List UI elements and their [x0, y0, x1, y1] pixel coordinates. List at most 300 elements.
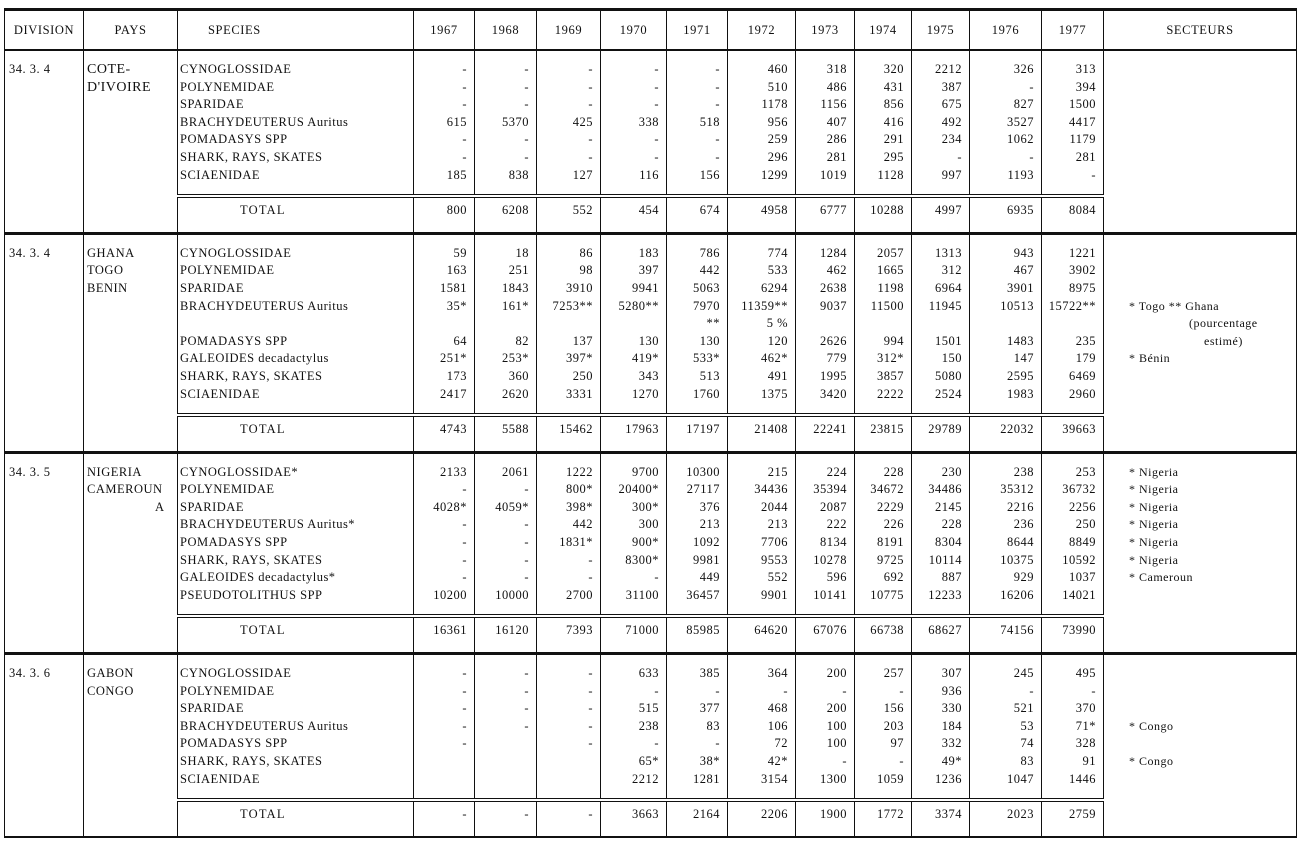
secteurs-cell — [1104, 50, 1297, 233]
catch-value: - — [462, 666, 467, 681]
spacer-cell — [178, 184, 414, 196]
catch-value: 2638 — [820, 280, 847, 295]
catch-value: 377 — [699, 701, 720, 716]
catch-value: 3857 — [877, 368, 904, 383]
catch-value: 2620 — [502, 386, 529, 401]
catch-value: 1270 — [632, 386, 659, 401]
section-data-row — [5, 233, 1297, 403]
catch-value: 6469 — [1069, 368, 1096, 383]
species-cell — [178, 452, 414, 604]
catch-value: 491 — [767, 368, 788, 383]
total-value: 7393 — [566, 623, 593, 638]
year-values-cell — [796, 654, 855, 789]
spacer-row — [5, 788, 1297, 800]
spacer-cell — [855, 403, 912, 415]
catch-value: 49* — [941, 754, 962, 768]
total-value-cell — [855, 616, 912, 653]
year-values-cell — [855, 50, 912, 184]
catch-value: 936 — [941, 683, 962, 698]
total-value: 71000 — [625, 623, 659, 638]
catch-value: 1178 — [761, 97, 788, 112]
catch-value: 943 — [1013, 245, 1034, 260]
catch-value: 97 — [890, 736, 904, 751]
catch-value: 615 — [446, 114, 467, 129]
catch-value: 71* — [1075, 718, 1096, 733]
catch-value: 14021 — [1062, 587, 1096, 602]
year-values-cell — [414, 50, 475, 184]
catch-value: 3902 — [1069, 263, 1096, 278]
catch-value: 20400* — [618, 482, 659, 497]
catch-value: 236 — [1013, 517, 1034, 532]
catch-value: - — [524, 482, 529, 497]
secteur-note: * Nigeria — [1129, 535, 1179, 550]
total-value-cell — [796, 800, 855, 837]
total-value: 2164 — [693, 807, 720, 822]
total-value-cell — [475, 196, 537, 233]
total-value-cell — [667, 196, 728, 233]
total-value-cell — [414, 415, 475, 452]
catch-value: 10114 — [928, 552, 962, 567]
total-value: 23815 — [870, 422, 904, 437]
total-label: TOTAL — [240, 623, 286, 638]
total-label-cell — [178, 800, 414, 837]
species-name: BRACHYDEUTERUS Auritus — [180, 718, 349, 733]
catch-value: 82 — [515, 333, 529, 348]
spacer-cell — [178, 788, 414, 800]
header-division: DIVISION — [5, 10, 84, 51]
catch-value: 6964 — [935, 280, 962, 295]
catch-value: 31100 — [625, 587, 659, 602]
spacer-cell — [601, 403, 667, 415]
catch-value: 250 — [572, 368, 593, 383]
total-value: 22032 — [1000, 422, 1034, 437]
catch-value: 4417 — [1069, 114, 1096, 129]
catch-value: 4028* — [433, 499, 467, 514]
catch-value: 53 — [1020, 718, 1034, 733]
spacer-cell — [178, 403, 414, 415]
catch-value: 215 — [767, 464, 788, 479]
catch-value: 7253** — [552, 298, 593, 313]
total-value: 21408 — [754, 422, 788, 437]
spacer-cell — [475, 184, 537, 196]
header-year: 1974 — [855, 10, 912, 51]
total-value-cell — [537, 800, 601, 837]
division-code: 34. 3. 4 — [9, 245, 51, 260]
spacer-cell — [414, 184, 475, 196]
catch-value: 2133 — [440, 464, 467, 479]
catch-value: - — [462, 149, 467, 164]
catch-value: 1059 — [877, 771, 904, 786]
catch-value: 1995 — [820, 368, 847, 383]
catch-value: 1156 — [820, 97, 847, 112]
catch-value: 1375 — [761, 386, 788, 401]
spacer-cell — [667, 403, 728, 415]
catch-value: 8975 — [1069, 280, 1096, 295]
section-data-row — [5, 452, 1297, 604]
total-value-cell — [912, 800, 970, 837]
spacer-row — [5, 604, 1297, 616]
total-value-cell — [970, 196, 1042, 233]
catch-value: 163 — [446, 263, 467, 278]
spacer-cell — [414, 403, 475, 415]
total-row — [5, 616, 1297, 653]
header-year: 1972 — [728, 10, 796, 51]
species-name: BRACHYDEUTERUS Auritus* — [180, 517, 356, 532]
total-value: 3374 — [935, 807, 962, 822]
secteur-note — [1129, 114, 1296, 132]
catch-value: 343 — [638, 368, 659, 383]
species-name: PSEUDOTOLITHUS SPP — [180, 587, 323, 602]
catch-value: 425 — [572, 114, 593, 129]
year-values-cell — [912, 452, 970, 604]
catch-value: - — [842, 754, 847, 768]
year-values-cell — [1042, 233, 1104, 403]
catch-value: 460 — [767, 62, 788, 76]
catch-value: 442 — [699, 263, 720, 278]
catch-value: 230 — [941, 464, 962, 479]
division-cell — [5, 233, 84, 452]
spacer-cell — [1042, 788, 1104, 800]
header-year: 1971 — [667, 10, 728, 51]
catch-value: 956 — [767, 114, 788, 129]
country-name: GABON — [87, 666, 134, 681]
total-value-cell — [912, 415, 970, 452]
catch-value: 183 — [638, 245, 659, 260]
catch-value: - — [654, 683, 659, 698]
header-year: 1968 — [475, 10, 537, 51]
catch-value: 35394 — [813, 482, 847, 497]
spacer-cell — [1042, 403, 1104, 415]
total-value: 1772 — [877, 807, 904, 822]
catch-value: 1760 — [693, 386, 720, 401]
catch-value: 596 — [826, 570, 847, 585]
catch-value — [475, 771, 536, 789]
catch-value: 18 — [515, 245, 529, 260]
species-cell — [178, 50, 414, 184]
catch-value: 779 — [826, 351, 847, 366]
total-value: 674 — [699, 203, 720, 218]
catch-value: 407 — [826, 114, 847, 129]
catch-value: 2222 — [877, 386, 904, 401]
year-values-cell — [537, 452, 601, 604]
catch-value: - — [462, 736, 467, 751]
catch-value: 42* — [767, 754, 788, 768]
catch-value — [970, 315, 1041, 333]
catch-value: 173 — [446, 368, 467, 383]
catch-value: 442 — [572, 517, 593, 532]
catch-value: 533 — [767, 263, 788, 278]
species-name: GALEOIDES decadactylus* — [180, 570, 336, 585]
total-value-cell — [1042, 800, 1104, 837]
year-values-cell — [912, 233, 970, 403]
catch-value: 513 — [699, 368, 720, 383]
spacer-cell — [796, 184, 855, 196]
catch-value: 8191 — [877, 535, 904, 550]
catch-value: 2216 — [1007, 499, 1034, 514]
catch-value: - — [588, 570, 593, 585]
catch-value: 8134 — [820, 535, 847, 550]
catch-value: 8644 — [1007, 535, 1034, 550]
country-name: NIGERIA — [87, 464, 142, 479]
catch-value: 1831* — [559, 535, 593, 550]
year-values-cell — [796, 233, 855, 403]
catch-value: 10300 — [686, 464, 720, 479]
species-name: SHARK, RAYS, SKATES — [180, 754, 323, 768]
catch-value: 449 — [699, 570, 720, 585]
catch-value: 1284 — [820, 245, 847, 260]
catch-value: 9981 — [693, 552, 720, 567]
total-label: TOTAL — [240, 203, 286, 218]
spacer-row — [5, 403, 1297, 415]
catch-value: - — [524, 79, 529, 94]
total-value: 3663 — [632, 807, 659, 822]
year-values-cell — [475, 452, 537, 604]
catch-value: 10278 — [813, 552, 847, 567]
catch-value: 376 — [699, 499, 720, 514]
catch-value: 156 — [699, 167, 720, 182]
fisheries-catch-table-sheet — [4, 8, 1296, 838]
catch-value: 253* — [502, 351, 529, 366]
catch-value: 10200 — [433, 587, 467, 602]
secteur-note: * Congo — [1129, 718, 1174, 733]
species-name: SPARIDAE — [180, 701, 244, 716]
secteur-note — [1129, 587, 1296, 605]
catch-value: - — [462, 517, 467, 532]
total-value: 68627 — [928, 623, 962, 638]
total-value: 6208 — [502, 203, 529, 218]
catch-value: - — [654, 79, 659, 94]
catch-value — [912, 315, 969, 333]
total-row — [5, 415, 1297, 452]
species-name: BRACHYDEUTERUS Auritus — [180, 114, 349, 129]
total-value-cell — [1042, 415, 1104, 452]
header-year: 1977 — [1042, 10, 1104, 51]
total-value: 16120 — [495, 623, 529, 638]
catch-value: 34486 — [928, 482, 962, 497]
catch-value: - — [588, 718, 593, 733]
catch-value: 281 — [826, 149, 847, 164]
catch-value: 65* — [638, 754, 659, 768]
catch-value: 130 — [699, 333, 720, 348]
catch-value: 552 — [767, 570, 788, 585]
total-value-cell — [601, 800, 667, 837]
catch-value: 11500 — [870, 298, 904, 313]
species-name: SPARIDAE — [180, 280, 244, 295]
spacer-cell — [855, 184, 912, 196]
total-value-cell — [855, 800, 912, 837]
catch-value: 116 — [639, 167, 659, 182]
species-name: POLYNEMIDAE — [180, 263, 275, 278]
catch-value: 330 — [941, 701, 962, 716]
catch-value: 468 — [767, 701, 788, 716]
secteur-note: estimé) — [1204, 333, 1243, 348]
catch-value: 1501 — [935, 333, 962, 348]
country-name: CAMEROUN — [87, 482, 163, 497]
year-values-cell — [728, 233, 796, 403]
section-data-row — [5, 654, 1297, 789]
year-values-cell — [1042, 654, 1104, 789]
catch-value: 203 — [883, 718, 904, 733]
catch-value: 1300 — [820, 771, 847, 786]
catch-value: - — [715, 736, 720, 751]
catch-value: 137 — [572, 333, 593, 348]
total-value-cell — [728, 196, 796, 233]
catch-value: 127 — [572, 167, 593, 182]
pays-cell — [84, 654, 178, 837]
total-value-cell — [414, 616, 475, 653]
catch-value: 2212 — [632, 771, 659, 786]
catch-value: 9725 — [877, 552, 904, 567]
catch-value: - — [524, 718, 529, 733]
catch-value: - — [462, 97, 467, 112]
spacer-cell — [537, 403, 601, 415]
catch-value: 510 — [767, 79, 788, 94]
catch-value: 286 — [826, 132, 847, 147]
year-values-cell — [912, 654, 970, 789]
catch-value: 224 — [826, 464, 847, 479]
spacer-cell — [796, 403, 855, 415]
year-values-cell — [855, 654, 912, 789]
species-name: SHARK, RAYS, SKATES — [180, 368, 323, 383]
catch-value: 2061 — [502, 464, 529, 479]
spacer-cell — [537, 788, 601, 800]
pays-cell — [84, 233, 178, 452]
year-values-cell — [667, 233, 728, 403]
secteur-note: (pourcentage — [1189, 316, 1258, 331]
total-value: 85985 — [686, 623, 720, 638]
spacer-cell — [912, 788, 970, 800]
total-value-cell — [1042, 616, 1104, 653]
catch-value: 35312 — [1000, 482, 1034, 497]
total-value-cell — [970, 415, 1042, 452]
catch-value: 2229 — [877, 499, 904, 514]
total-value: 1900 — [820, 807, 847, 822]
year-values-cell — [537, 233, 601, 403]
total-value-cell — [970, 616, 1042, 653]
catch-value: 1062 — [1007, 132, 1034, 147]
total-label: TOTAL — [240, 807, 286, 822]
catch-value: - — [842, 683, 847, 698]
catch-value: 38* — [699, 754, 720, 768]
species-name: POLYNEMIDAE — [180, 683, 275, 698]
secteur-note: * Nigeria — [1129, 482, 1179, 497]
secteur-note — [1129, 61, 1296, 79]
catch-value: 398* — [566, 499, 593, 514]
catch-value: 2626 — [820, 333, 847, 348]
catch-value: 295 — [883, 149, 904, 164]
catch-value: - — [715, 79, 720, 94]
year-values-cell — [414, 233, 475, 403]
spacer-cell — [970, 184, 1042, 196]
secteur-note: * Togo ** Ghana — [1129, 298, 1220, 313]
catch-value: - — [588, 683, 593, 698]
year-values-cell — [601, 233, 667, 403]
catch-value: 5370 — [502, 114, 529, 129]
total-value: 2023 — [1007, 807, 1034, 822]
spacer-cell — [728, 403, 796, 415]
total-value-cell — [855, 196, 912, 233]
catch-value: - — [524, 570, 529, 585]
catch-value: 83 — [1020, 754, 1034, 768]
total-value-cell — [475, 800, 537, 837]
year-values-cell — [475, 654, 537, 789]
total-value: 4743 — [440, 422, 467, 437]
catch-value: 3420 — [820, 386, 847, 401]
catch-value: - — [899, 754, 904, 768]
total-value: 29789 — [928, 422, 962, 437]
catch-value: 1483 — [1007, 333, 1034, 348]
catch-value: 3910 — [566, 280, 593, 295]
catch-value: 4059* — [495, 499, 529, 514]
catch-value: ** — [706, 316, 720, 331]
total-value: 6777 — [820, 203, 847, 218]
spacer-cell — [475, 604, 537, 616]
catch-value: - — [715, 62, 720, 76]
catch-value: 9901 — [761, 587, 788, 602]
catch-value: 1037 — [1069, 570, 1096, 585]
total-value-cell — [601, 616, 667, 653]
catch-value: 2524 — [935, 386, 962, 401]
catch-value: - — [588, 149, 593, 164]
catch-value: - — [588, 736, 593, 751]
catch-value: - — [1029, 683, 1034, 698]
catch-value: 994 — [883, 333, 904, 348]
catch-value: 1983 — [1007, 386, 1034, 401]
catch-value: 9037 — [820, 298, 847, 313]
secteur-note — [1129, 96, 1296, 114]
catch-value: 1221 — [1069, 245, 1096, 260]
division-cell — [5, 452, 84, 653]
total-label: TOTAL — [240, 422, 286, 437]
catch-value: 228 — [883, 464, 904, 479]
catch-value: 312 — [941, 263, 962, 278]
catch-value: - — [524, 535, 529, 550]
header-secteurs: SECTEURS — [1104, 10, 1297, 51]
catch-value: 1500 — [1069, 97, 1096, 112]
catch-value: 296 — [767, 149, 788, 164]
catch-value: - — [715, 132, 720, 147]
catch-value: 385 — [699, 666, 720, 681]
total-value: 39663 — [1062, 422, 1096, 437]
total-value-cell — [1042, 196, 1104, 233]
spacer-cell — [970, 403, 1042, 415]
catch-value: - — [654, 570, 659, 585]
catch-value: 300 — [638, 517, 659, 532]
secteur-note — [1129, 665, 1296, 683]
secteur-note: * Nigeria — [1129, 464, 1179, 479]
catch-value: 1222 — [566, 464, 593, 479]
catch-value: - — [462, 535, 467, 550]
total-value-cell — [537, 616, 601, 653]
catch-value: - — [588, 79, 593, 94]
catch-value: - — [462, 132, 467, 147]
species-name: SPARIDAE — [180, 97, 244, 112]
catch-value: 106 — [767, 718, 788, 733]
spacer-cell — [601, 184, 667, 196]
year-values-cell — [601, 452, 667, 604]
catch-value: 235 — [1075, 333, 1096, 348]
catch-value: - — [654, 149, 659, 164]
catch-value: 10141 — [813, 587, 847, 602]
species-name — [180, 315, 413, 333]
catch-value: 250 — [1075, 517, 1096, 532]
spacer-cell — [855, 604, 912, 616]
catch-value: 86 — [579, 245, 593, 260]
catch-value: 3154 — [761, 771, 788, 786]
catch-value: - — [462, 62, 467, 76]
total-value: 17197 — [686, 422, 720, 437]
catch-value: 462* — [761, 351, 788, 366]
